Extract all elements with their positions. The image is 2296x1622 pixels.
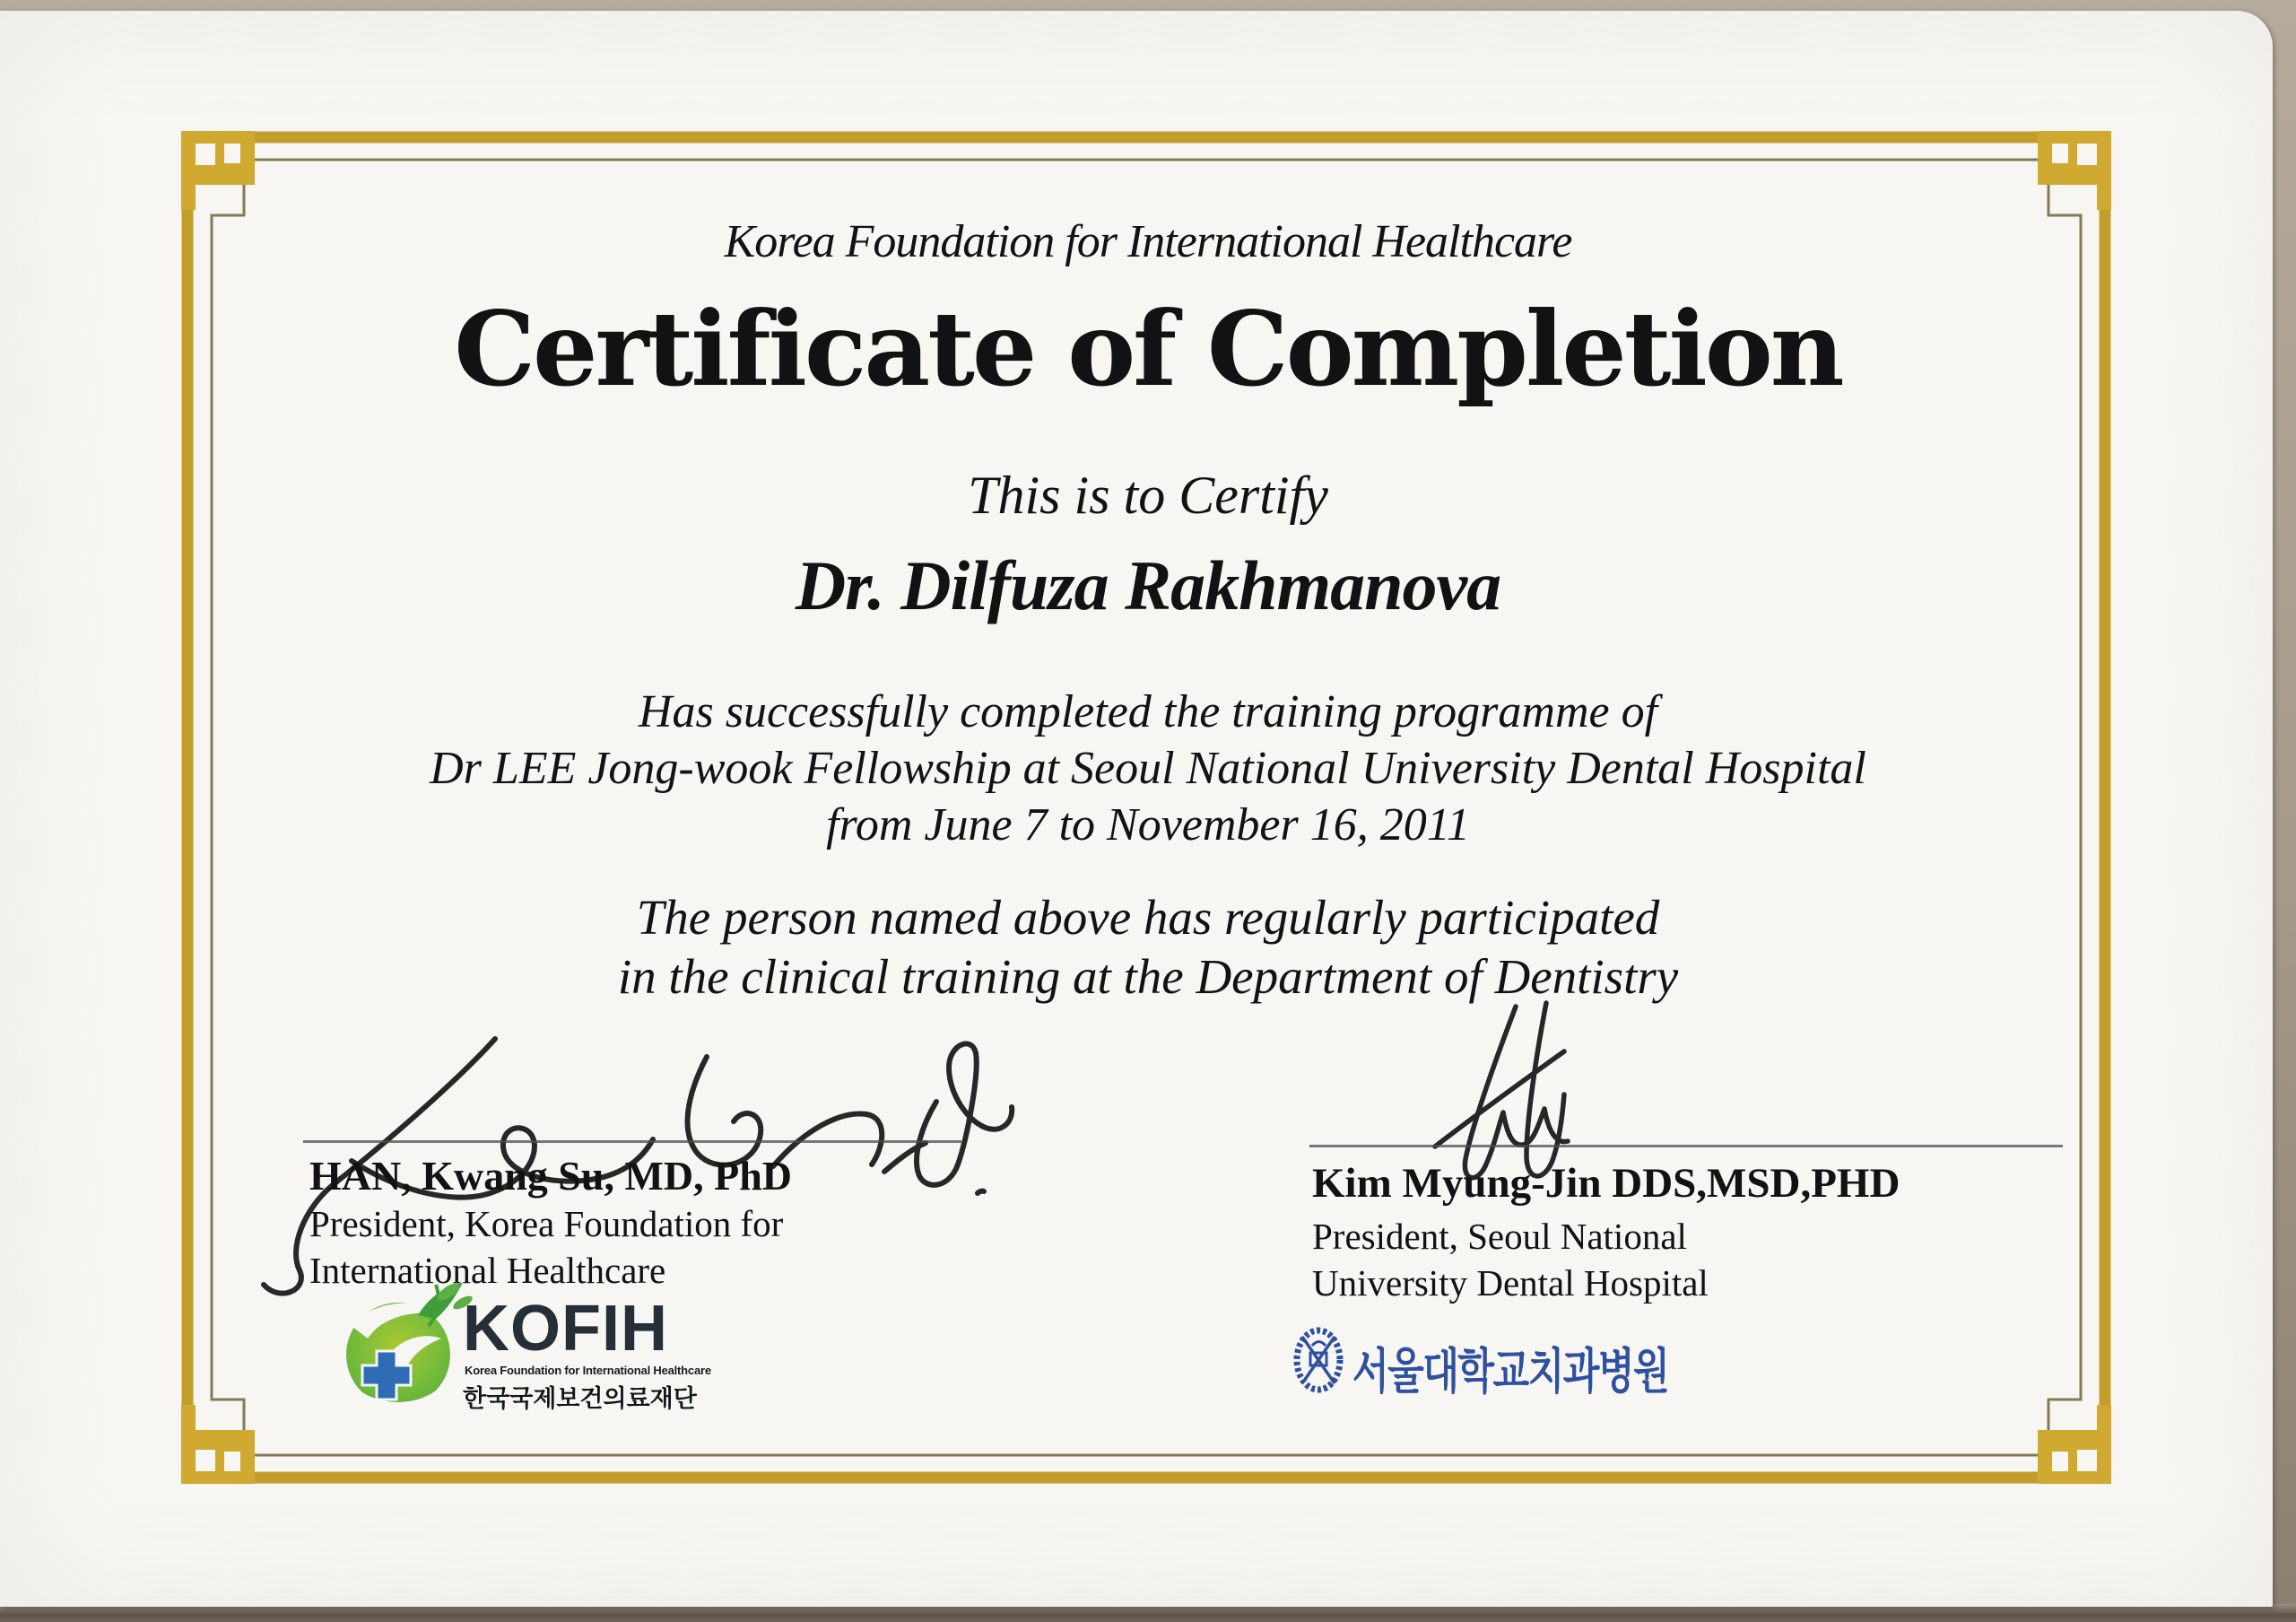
kofih-korean-name: 한국국제보건의료재단: [463, 1385, 697, 1412]
signature-right: [1435, 1003, 1568, 1178]
right-signatory-title-line-1: President, Seoul National: [1312, 1216, 1687, 1257]
snudh-emblem: [1297, 1330, 1340, 1390]
left-signatory-name: HAN, Kwang Su, MD, PhD: [309, 1153, 793, 1199]
left-signatory-title-line-1: President, Korea Foundation for: [309, 1203, 784, 1244]
body-paragraph-2-line-2: in the clinical training at the Department of Dentistry: [617, 949, 1679, 1004]
certificate-title: Certificate of Completion: [454, 289, 1842, 409]
kofih-tagline: Korea Foundation for International Healthcare: [465, 1364, 711, 1377]
signature-line-right: [1309, 1145, 2063, 1147]
body-paragraph-1-line-1: Has successfully completed the training programme of: [638, 686, 1658, 737]
kofih-logo-mark: [346, 1280, 474, 1412]
right-signatory-name: Kim Myung-Jin DDS,MSD,PHD: [1312, 1160, 1900, 1207]
snudh-korean-name: 서울대학교치과병원: [1352, 1345, 1669, 1399]
body-paragraph-2: [184, 888, 2112, 1007]
issuer-script-line: Korea Foundation for International Healthcare: [724, 216, 1572, 267]
left-signatory-title-line-2: International Healthcare: [309, 1250, 666, 1291]
right-signatory-title-line-2: University Dental Hospital: [1312, 1262, 1709, 1304]
body-paragraph-1-line-2: Dr LEE Jong-wook Fellowship at Seoul National University Dental Hospital: [430, 743, 1866, 794]
recipient-name: Dr. Dilfuza Rakhmanova: [795, 546, 1501, 624]
body-paragraph-1: [184, 684, 2112, 853]
certify-line: This is to Certify: [968, 466, 1328, 525]
body-paragraph-2-line-1: The person named above has regularly participated: [636, 890, 1660, 945]
kofih-wordmark: KOFIH: [463, 1293, 668, 1365]
body-paragraph-1-line-3: from June 7 to November 16, 2011: [826, 799, 1470, 850]
signature-line-left: [303, 1140, 961, 1143]
